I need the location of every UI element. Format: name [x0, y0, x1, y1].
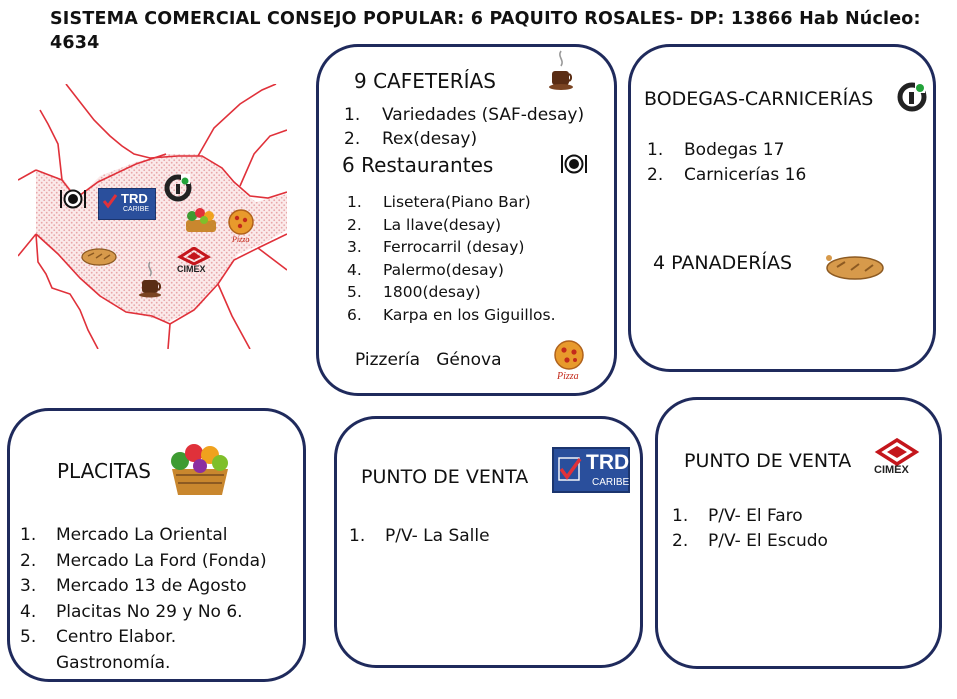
vegetables-icon: [184, 204, 218, 236]
pizzeria-label: Pizzería Génova: [355, 350, 502, 370]
list-item: 6. Karpa en los Giguillos.: [347, 305, 556, 324]
list-item: 2. Carnicerías 16: [647, 165, 807, 185]
bodegas-card: [628, 44, 936, 372]
cafeterias-card: [316, 44, 617, 396]
list-item: 1. Variedades (SAF-desay): [344, 105, 585, 125]
punto-trd-heading: PUNTO DE VENTA: [361, 466, 529, 488]
trd-logo-subtext: CARIBE: [123, 206, 150, 213]
list-item: 1. Bodegas 17: [647, 140, 785, 160]
punto-cimex-heading: PUNTO DE VENTA: [684, 450, 852, 472]
bodegas-list: [647, 138, 806, 188]
list-item: 2. Rex(desay): [344, 129, 478, 149]
bodega-logo-icon: [897, 77, 927, 117]
punto-trd-list: [349, 524, 490, 548]
punto-cimex-list: [672, 504, 828, 554]
punto-venta-cimex-card: [655, 397, 942, 669]
list-item: 2. Mercado La Ford (Fonda): [20, 550, 267, 571]
punto-venta-trd-card: [334, 416, 643, 668]
list-item: 2. La llave(desay): [347, 215, 502, 234]
bodega-logo-icon: [164, 174, 192, 202]
zone-map: [18, 84, 287, 349]
list-item: 1. P/V- El Faro: [672, 506, 803, 526]
plate-icon: [559, 151, 589, 177]
list-item: 2. P/V- El Escudo: [672, 531, 828, 551]
cimex-logo-icon: [872, 438, 922, 480]
trd-logo-text: TRD: [121, 191, 148, 206]
page-title: SISTEMA COMERCIAL CONSEJO POPULAR: 6 PAQUITO ROSALES- DP: 13866 Hab Núcleo: 4634: [50, 9, 921, 53]
list-item: 3. Ferrocarril (desay): [347, 238, 525, 257]
cimex-logo-icon: [174, 247, 214, 277]
cimex-logo-text: CIMEX: [177, 264, 206, 274]
list-item: 3. Mercado 13 de Agosto: [20, 576, 247, 596]
vegetables-icon: [166, 433, 234, 501]
cafeterias-heading: 9 CAFETERÍAS: [354, 69, 496, 93]
list-item: 5. Centro Elabor. Gastronomía.: [20, 627, 177, 673]
trd-logo-icon: [98, 188, 156, 220]
bread-icon: [80, 244, 118, 268]
bodegas-heading: BODEGAS-CARNICERÍAS: [644, 88, 874, 110]
trd-logo-text: TRD: [586, 451, 630, 474]
coffee-icon: [138, 260, 166, 300]
trd-logo-subtext: CARIBE: [592, 477, 630, 488]
panaderias-heading: 4 PANADERÍAS: [653, 252, 793, 274]
placitas-card: [7, 408, 306, 682]
plate-icon: [58, 186, 88, 212]
pizza-icon-text: Pizza: [557, 371, 579, 381]
placitas-list: [20, 523, 267, 676]
pizza-icon-text: Pizza: [232, 235, 250, 244]
list-item: 1. P/V- La Salle: [349, 526, 490, 546]
list-item: 4. Placitas No 29 y No 6.: [20, 601, 243, 622]
bread-icon: [823, 249, 887, 287]
coffee-icon: [547, 49, 577, 93]
trd-logo-icon: [552, 447, 630, 493]
restaurants-list: [347, 191, 556, 327]
cafeterias-list: [344, 103, 584, 151]
list-item: 4. Palermo(desay): [347, 260, 504, 279]
restaurants-heading: 6 Restaurantes: [342, 153, 494, 177]
list-item: 5. 1800(desay): [347, 283, 481, 302]
cimex-logo-text: CIMEX: [874, 464, 909, 476]
placitas-heading: PLACITAS: [57, 459, 151, 483]
pizza-icon: [226, 208, 256, 244]
pizza-icon: [549, 339, 589, 381]
list-item: 1. Lisetera(Piano Bar): [347, 193, 531, 211]
list-item: 1. Mercado La Oriental: [20, 525, 228, 545]
